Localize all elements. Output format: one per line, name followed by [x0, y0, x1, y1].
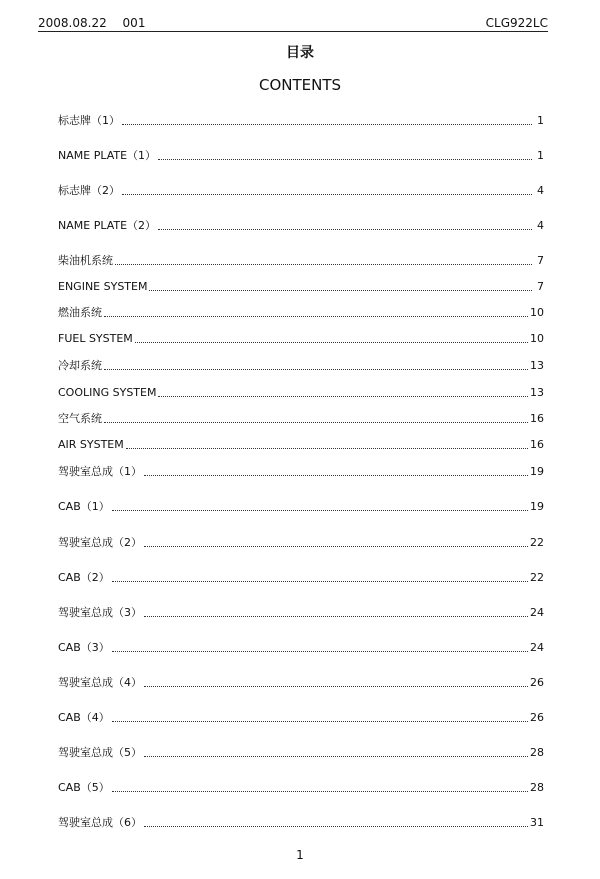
toc-entry-page: 1	[537, 149, 544, 162]
toc-leader	[104, 421, 528, 423]
toc-entry-page: 22	[530, 536, 544, 549]
toc-entry-label: CAB（3）	[58, 641, 110, 654]
toc-entry-page: 13	[530, 386, 544, 399]
toc-entry[interactable]	[58, 112, 544, 128]
toc-leader	[144, 685, 528, 687]
toc-leader	[158, 158, 532, 160]
toc-leader	[112, 790, 528, 792]
toc-entry-label: CAB（4）	[58, 711, 110, 724]
toc-entry-page: 4	[537, 184, 544, 197]
toc-entry-page: 4	[537, 219, 544, 232]
page-title-chinese: 目录	[286, 45, 314, 61]
toc-entry-label: 标志牌（2）	[58, 184, 120, 197]
toc-leader	[144, 545, 528, 547]
toc-leader	[104, 315, 528, 317]
toc-entry[interactable]	[58, 639, 544, 655]
toc-entry-label: CAB（1）	[58, 500, 110, 513]
toc-entry-page: 16	[530, 412, 544, 425]
toc-entry[interactable]	[58, 357, 544, 373]
toc-entry-label: 标志牌（1）	[58, 114, 120, 127]
toc-entry[interactable]	[58, 744, 544, 760]
toc-entry[interactable]	[58, 498, 544, 514]
toc-entry[interactable]	[58, 147, 544, 163]
toc-entry-label: NAME PLATE（2）	[58, 219, 157, 232]
toc-entry[interactable]	[58, 779, 544, 795]
toc-entry-label: 驾驶室总成（4）	[58, 676, 142, 689]
toc-entry[interactable]	[58, 674, 544, 690]
toc-entry[interactable]	[58, 569, 544, 585]
toc-entry-page: 26	[530, 711, 544, 724]
toc-entry-page: 19	[530, 465, 544, 478]
page-title-english: CONTENTS	[258, 76, 342, 94]
toc-entry-label: CAB（5）	[58, 781, 110, 794]
header-code: 001	[122, 16, 146, 30]
toc-entry-page: 10	[530, 306, 544, 319]
toc-entry-label: 空气系统	[58, 412, 102, 425]
toc-leader	[112, 650, 528, 652]
toc-entry[interactable]	[58, 330, 544, 346]
toc-entry[interactable]	[58, 410, 544, 426]
toc-leader	[144, 474, 528, 476]
toc-entry-page: 13	[530, 359, 544, 372]
toc-leader	[126, 447, 528, 449]
toc-leader	[158, 228, 532, 230]
toc-entry-page: 24	[530, 606, 544, 619]
toc-entry-page: 1	[537, 114, 544, 127]
toc-entry-label: 驾驶室总成（6）	[58, 816, 142, 829]
toc-leader	[144, 825, 528, 827]
toc-entry[interactable]	[58, 436, 544, 452]
toc-leader	[144, 615, 528, 617]
toc-leader	[135, 341, 528, 343]
header-left	[38, 16, 157, 30]
toc-entry-label: CAB（2）	[58, 571, 110, 584]
toc-leader	[158, 395, 528, 397]
toc-entry-label: COOLING SYSTEM	[58, 386, 157, 399]
toc-entry-label: ENGINE SYSTEM	[58, 280, 148, 293]
toc-entry-label: 冷却系统	[58, 359, 102, 372]
toc-entry[interactable]	[58, 463, 544, 479]
toc-leader	[104, 368, 528, 370]
toc-entry-page: 10	[530, 332, 544, 345]
toc-leader	[149, 289, 532, 291]
toc-entry-page: 26	[530, 676, 544, 689]
toc-entry-page: 28	[530, 746, 544, 759]
page-header	[38, 14, 548, 32]
toc-entry[interactable]	[58, 709, 544, 725]
toc-entry-page: 7	[537, 254, 544, 267]
toc-entry-label: 燃油系统	[58, 306, 102, 319]
toc-entry[interactable]	[58, 182, 544, 198]
toc-entry-page: 7	[537, 280, 544, 293]
toc-entry-label: NAME PLATE（1）	[58, 149, 157, 162]
header-date: 2008.08.22	[38, 16, 107, 30]
toc-entry[interactable]	[58, 814, 544, 830]
toc-entry[interactable]	[58, 217, 544, 233]
toc-entry-page: 22	[530, 571, 544, 584]
toc-entry[interactable]	[58, 604, 544, 620]
toc-leader	[122, 193, 532, 195]
toc-entry-page: 19	[530, 500, 544, 513]
toc-leader	[112, 509, 528, 511]
toc-leader	[112, 580, 528, 582]
toc-entry-label: 驾驶室总成（1）	[58, 465, 142, 478]
header-model: CLG922LC	[485, 16, 548, 30]
toc-leader	[144, 755, 528, 757]
page-number: 1	[296, 848, 304, 862]
toc-entry[interactable]	[58, 278, 544, 294]
toc-entry-label: AIR SYSTEM	[58, 438, 124, 451]
toc-entry[interactable]	[58, 252, 544, 268]
toc-entry-page: 28	[530, 781, 544, 794]
toc-leader	[115, 263, 532, 265]
toc-entry[interactable]	[58, 534, 544, 550]
toc-entry-label: FUEL SYSTEM	[58, 332, 133, 345]
toc-entry-label: 驾驶室总成（3）	[58, 606, 142, 619]
toc-leader	[112, 720, 528, 722]
toc-leader	[122, 123, 532, 125]
toc-entry[interactable]	[58, 304, 544, 320]
toc-entry-page: 24	[530, 641, 544, 654]
toc-entry-label: 柴油机系统	[58, 254, 113, 267]
toc-entry-label: 驾驶室总成（5）	[58, 746, 142, 759]
toc-entry-page: 16	[530, 438, 544, 451]
toc-entry-label: 驾驶室总成（2）	[58, 536, 142, 549]
toc-entry[interactable]	[58, 384, 544, 400]
toc-entry-page: 31	[530, 816, 544, 829]
